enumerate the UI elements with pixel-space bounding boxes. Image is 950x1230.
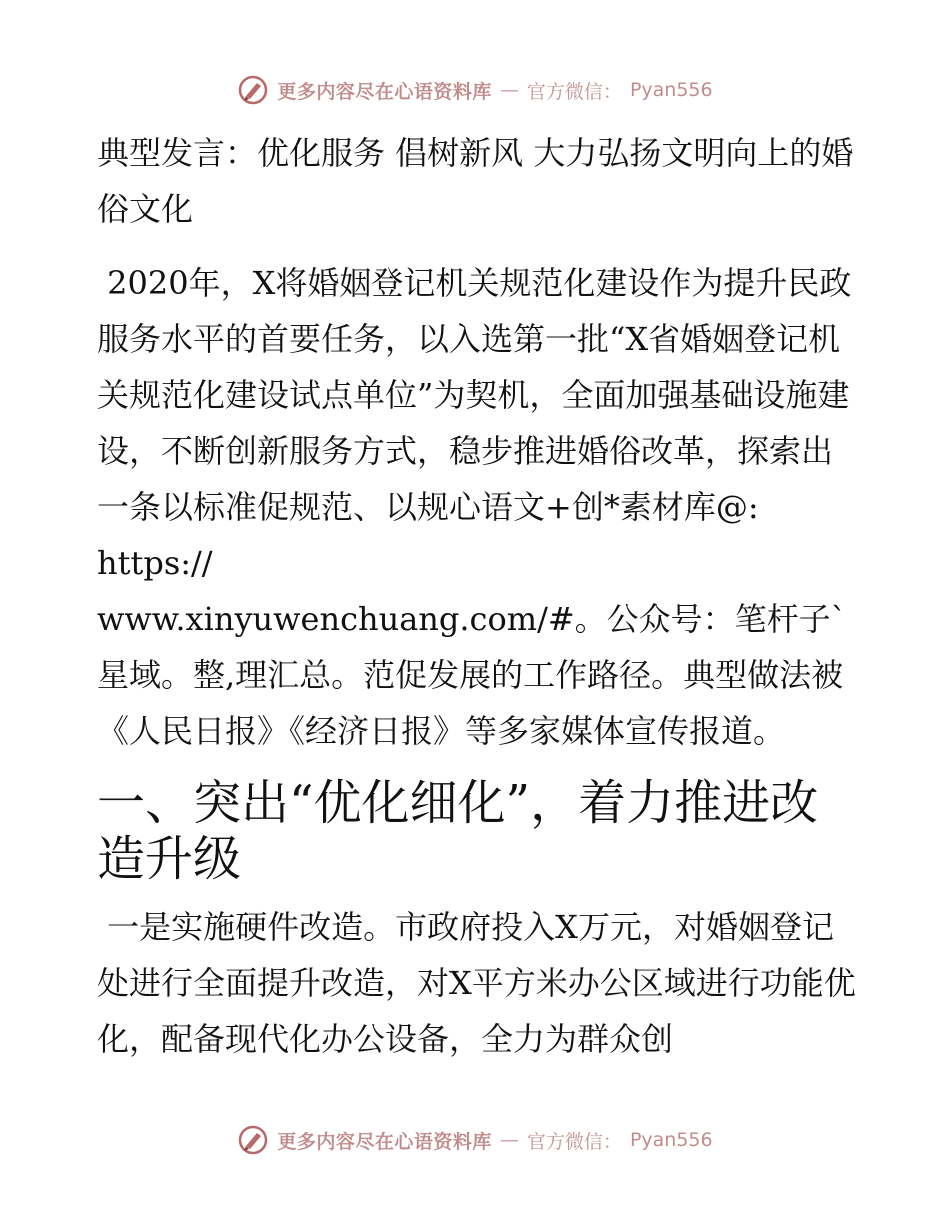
watermark-text: 更多内容尽在心语资料库 <box>277 80 492 103</box>
footer-watermark <box>0 1120 950 1160</box>
pen-logo-icon <box>237 1124 269 1156</box>
watermark-dash: — <box>499 1129 519 1151</box>
watermark-label: 官方微信： <box>526 1130 622 1153</box>
header-watermark <box>0 70 950 110</box>
pen-logo-icon <box>237 74 269 106</box>
watermark-wechat-id: Pyan556 <box>629 1129 713 1151</box>
document-body <box>97 125 857 1083</box>
section-heading-1: 一、突出“优化细化”，着力推进改造升级 <box>97 775 819 887</box>
watermark-wechat-id: Pyan556 <box>629 79 713 101</box>
watermark-label: 官方微信： <box>526 80 622 103</box>
paragraph-intro: 2020年，X将婚姻登记机关规范化建设作为提升民政服务水平的首要任务，以入选第一批“X省婚姻登记机关规范化建设试点单位”为契机，全面加强基础设施建设，不断创新服务方式，稳步推进婚俗改革，探索出一条以标准促规范、以规心语文+创*素材库@: https:// www.xinyuwenchuang.com/#。公众号：笔杆子`星域。整,理汇总。范促发展的工作路径。典型做法被《人民日报》《经济日报》等多家媒体宣传报道。 <box>97 264 852 750</box>
paragraph-section1: 一是实施硬件改造。市政府投入X万元，对婚姻登记处进行全面提升改造，对X平方米办公区域进行功能优化，配备现代化办公设备，全力为群众创 <box>97 908 856 1058</box>
document-title: 典型发言：优化服务 倡树新风 大力弘扬文明向上的婚俗文化 <box>97 134 854 228</box>
watermark-text: 更多内容尽在心语资料库 <box>277 1130 492 1153</box>
watermark-dash: — <box>499 79 519 101</box>
